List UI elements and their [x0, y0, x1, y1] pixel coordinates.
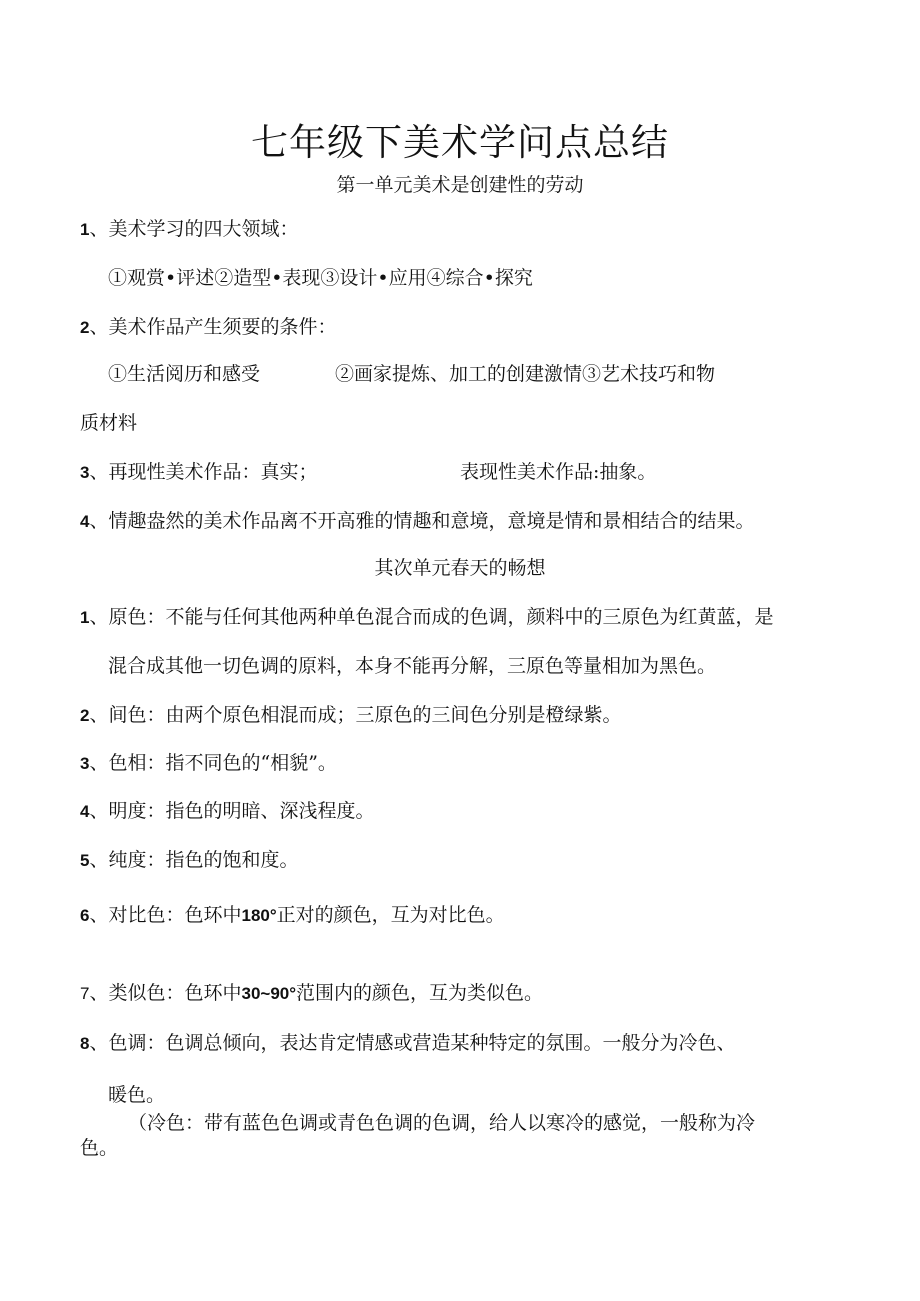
- item-text-tail: 范围内的颜色，互为类似色。: [296, 982, 544, 1004]
- unit2-item-2: [80, 700, 622, 727]
- unit2-item-5: [80, 845, 299, 872]
- unit2-item-8-cont: 暖色。: [108, 1084, 166, 1106]
- item-text: 情趣盎然的美术作品离不开高雅的情趣和意境，意境是情和景相结合的结果。: [108, 510, 755, 532]
- angle-range-value: 30~90°: [241, 984, 297, 1003]
- item-separator: 、: [89, 752, 109, 774]
- item-separator: 、: [89, 1032, 109, 1054]
- item-number: 5: [80, 851, 90, 870]
- unit2-item-4: [80, 796, 375, 823]
- angle-value: 180°: [241, 906, 277, 925]
- item-text: 色调：色调总倾向，表达肯定情感或营造某种特定的氛围。一般分为冷色、: [108, 1032, 736, 1054]
- item-number: 3: [80, 463, 90, 482]
- item-separator: 、: [89, 800, 109, 822]
- unit1-item-2: [80, 312, 337, 339]
- item-number: 7: [80, 984, 90, 1003]
- item-text: 间色：由两个原色相混而成；三原色的三间色分别是橙绿紫。: [108, 704, 622, 726]
- item-separator: 、: [89, 461, 109, 483]
- item-text: 再现性美术作品：真实；: [108, 461, 318, 483]
- item-text: 纯度：指色的饱和度。: [108, 849, 299, 871]
- unit2-note-cold: （冷色：带有蓝色色调或青色色调的色调，给人以寒冷的感觉，一般称为冷: [128, 1112, 756, 1134]
- item-text: 类似色：色环中: [108, 982, 242, 1004]
- item-text: 色相：指不同色的“相貌”。: [108, 752, 337, 774]
- item-separator: 、: [89, 316, 109, 338]
- unit1-item-4: [80, 506, 755, 533]
- item-text-tail: 正对的颜色，互为对比色。: [276, 904, 505, 926]
- unit1-item-2-detail-c: 质材料: [80, 412, 138, 434]
- unit2-item-6: [80, 900, 505, 927]
- item-text: 美术学习的四大领域：: [108, 218, 299, 240]
- unit2-item-8: [80, 1028, 736, 1055]
- unit1-item-2-detail-a: ①生活阅历和感受: [108, 363, 261, 385]
- item-number: 1: [80, 220, 90, 239]
- item-number: 8: [80, 1034, 90, 1053]
- unit1-item-3: [80, 457, 318, 484]
- item-separator: 、: [89, 982, 109, 1004]
- unit1-item-1: [80, 214, 299, 241]
- item-text: 原色：不能与任何其他两种单色混合而成的色调，颜料中的三原色为红黄蓝，是: [108, 606, 774, 628]
- unit2-item-3: [80, 748, 337, 775]
- unit2-item-1: [80, 602, 774, 629]
- unit2-note-cold-cont: 色。: [80, 1137, 119, 1159]
- item-number: 4: [80, 802, 90, 821]
- item-separator: 、: [89, 849, 109, 871]
- item-separator: 、: [89, 218, 109, 240]
- unit2-item-7: [80, 978, 543, 1005]
- unit1-item-3-b: 表现性美术作品:抽象。: [460, 461, 657, 483]
- unit1-heading: 第一单元美术是创建性的劳动: [336, 174, 584, 196]
- page-title: 七年级下美术学问点总结: [251, 121, 669, 164]
- item-number: 1: [80, 608, 90, 627]
- item-separator: 、: [89, 510, 109, 532]
- unit1-item-1-detail: ①观赏•评述②造型•表现③设计•应用④综合•探究: [108, 267, 533, 289]
- item-text: 对比色：色环中: [108, 904, 242, 926]
- item-text: 明度：指色的明暗、深浅程度。: [108, 800, 375, 822]
- item-number: 6: [80, 906, 90, 925]
- unit1-item-2-detail-b: ②画家提炼、加工的创建激情③艺术技巧和物: [335, 363, 716, 385]
- item-number: 3: [80, 754, 90, 773]
- unit2-heading: 其次单元春天的畅想: [374, 557, 546, 579]
- item-separator: 、: [89, 904, 109, 926]
- item-number: 4: [80, 512, 90, 531]
- item-number: 2: [80, 318, 90, 337]
- unit2-item-1-cont: 混合成其他一切色调的原料，本身不能再分解，三原色等量相加为黑色。: [108, 655, 717, 677]
- item-separator: 、: [89, 606, 109, 628]
- item-number: 2: [80, 706, 90, 725]
- item-text: 美术作品产生须要的条件：: [108, 316, 337, 338]
- item-separator: 、: [89, 704, 109, 726]
